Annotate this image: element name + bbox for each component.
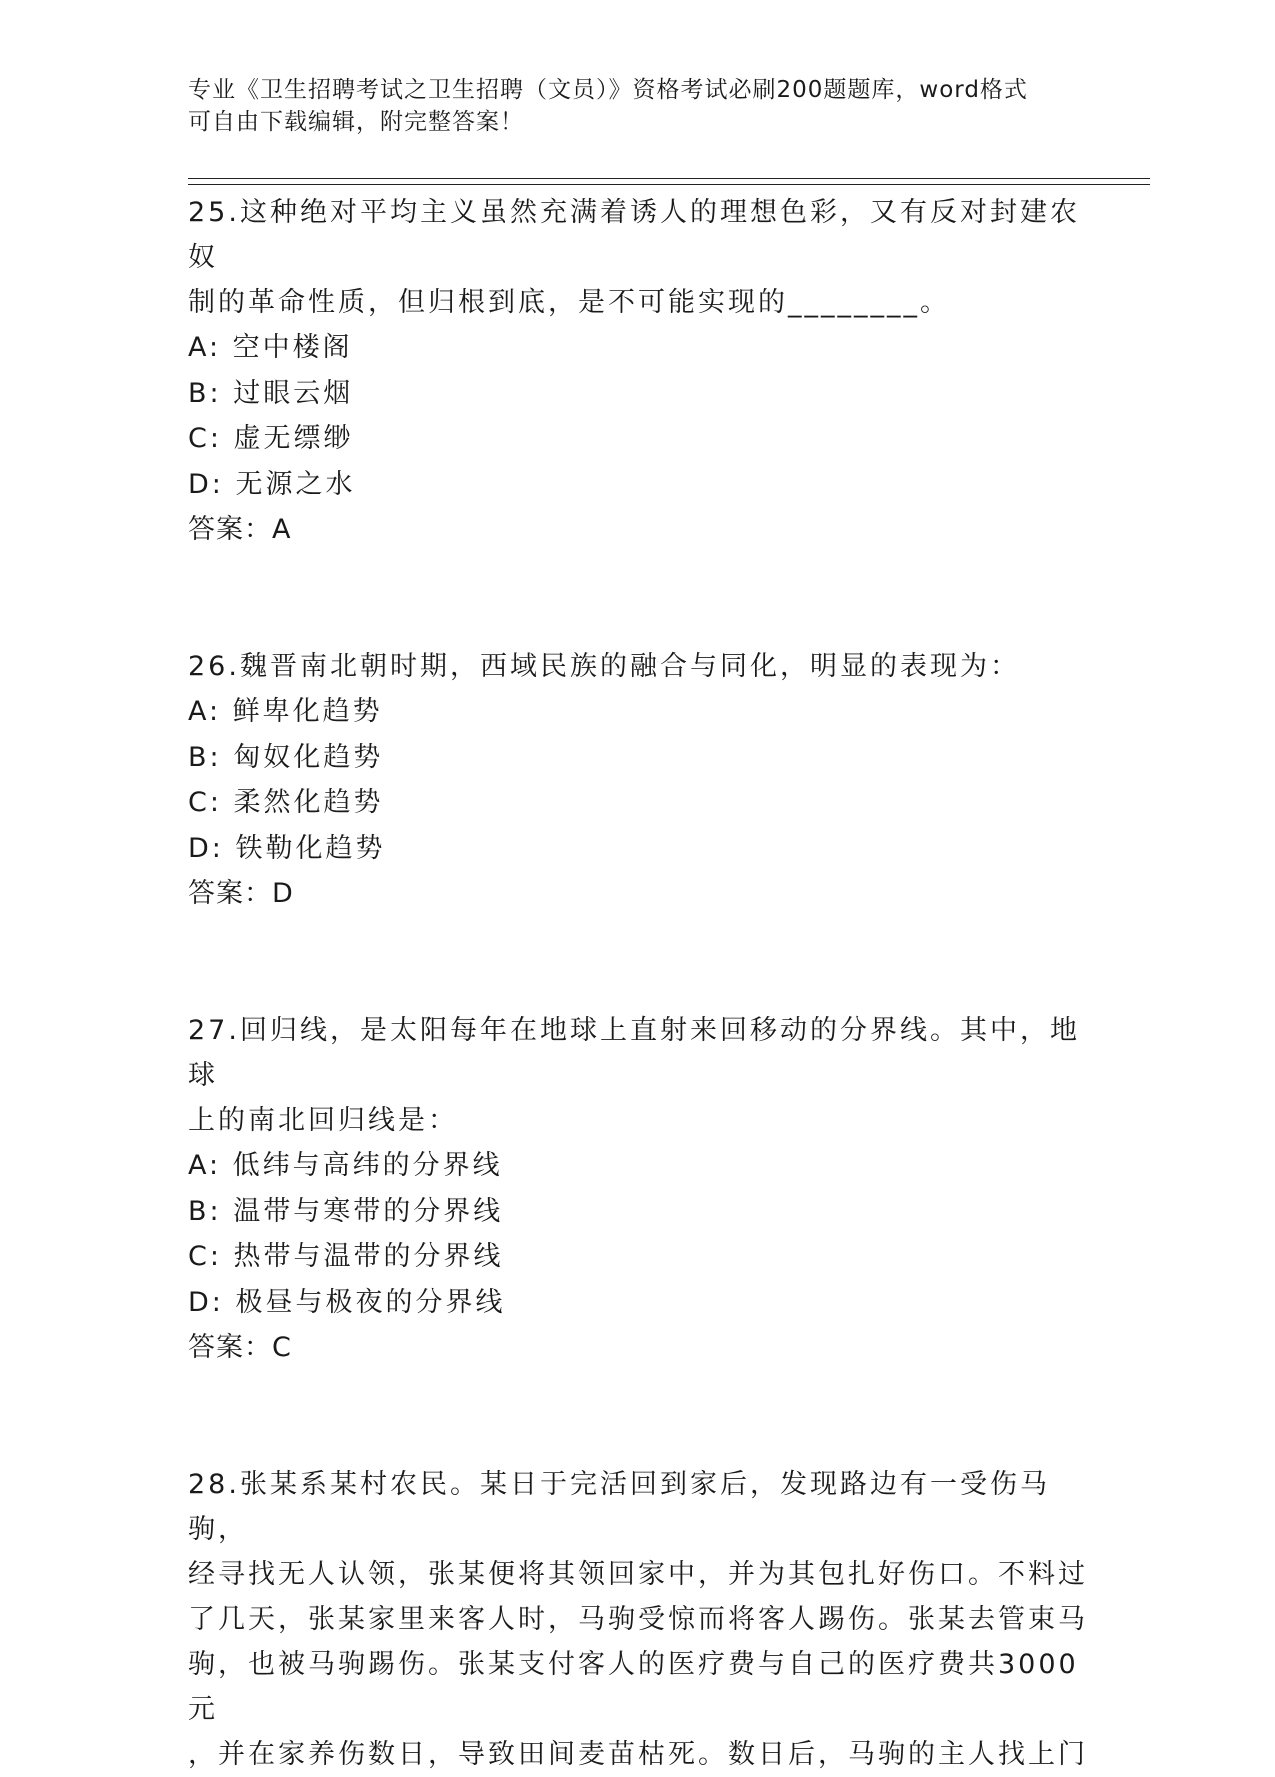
answer: 答案：A [188, 514, 292, 545]
question-stem-line: ，并在家养伤数日，导致田间麦苗枯死。数日后，马驹的主人找上门 [188, 1739, 1088, 1770]
question-stem-line: 26.魏晋南北朝时期，西域民族的融合与同化，明显的表现为： [188, 651, 1020, 682]
question-stem-line: 25.这种绝对平均主义虽然充满着诱人的理想色彩，又有反对封建农奴 [188, 197, 1080, 273]
option-c: C: 柔然化趋势 [188, 787, 384, 818]
option-a: A: 低纬与高纬的分界线 [188, 1150, 503, 1181]
option-c: C: 热带与温带的分界线 [188, 1241, 504, 1272]
question-stem-line: 上的南北回归线是： [188, 1105, 458, 1136]
option-b: B: 匈奴化趋势 [188, 741, 384, 773]
option-a: A: 空中楼阁 [188, 332, 353, 363]
header-line-2: 可自由下载编辑，附完整答案！ [188, 109, 524, 135]
question-spacer [188, 552, 1088, 644]
question-spacer [188, 1370, 1088, 1462]
option-a: A: 鲜卑化趋势 [188, 696, 383, 727]
question-list [188, 190, 1088, 1777]
option-c: C: 虚无缥缈 [188, 423, 354, 454]
document-header [188, 74, 1068, 138]
question-spacer [188, 916, 1088, 1008]
question-28 [188, 1462, 1088, 1777]
question-25 [188, 190, 1088, 552]
question-27 [188, 1008, 1088, 1370]
header-divider [188, 178, 1150, 185]
option-d: D: 极昼与极夜的分界线 [188, 1286, 506, 1318]
question-26 [188, 644, 1088, 916]
question-stem-line: 了几天，张某家里来客人时，马驹受惊而将客人踢伤。张某去管束马 [188, 1604, 1088, 1635]
option-b: B: 过眼云烟 [188, 377, 354, 409]
answer: 答案：D [188, 878, 294, 909]
question-stem-line: 27.回归线，是太阳每年在地球上直射来回移动的分界线。其中，地球 [188, 1015, 1080, 1091]
question-stem-line: 驹，也被马驹踢伤。张某支付客人的医疗费与自己的医疗费共3000元 [188, 1649, 1079, 1725]
option-d: D: 无源之水 [188, 468, 356, 500]
question-stem-line: 制的革命性质，但归根到底，是不可能实现的________。 [188, 287, 950, 318]
question-stem-line: 28.张某系某村农民。某日于完活回到家后，发现路边有一受伤马驹， [188, 1469, 1050, 1545]
question-stem-line: 经寻找无人认领，张某便将其领回家中，并为其包扎好伤口。不料过 [188, 1559, 1088, 1590]
header-line-1: 专业《卫生招聘考试之卫生招聘（文员）》资格考试必刷200题题库，word格式 [188, 77, 1028, 103]
option-b: B: 温带与寒带的分界线 [188, 1195, 504, 1227]
answer: 答案：C [188, 1332, 292, 1363]
option-d: D: 铁勒化趋势 [188, 832, 386, 864]
